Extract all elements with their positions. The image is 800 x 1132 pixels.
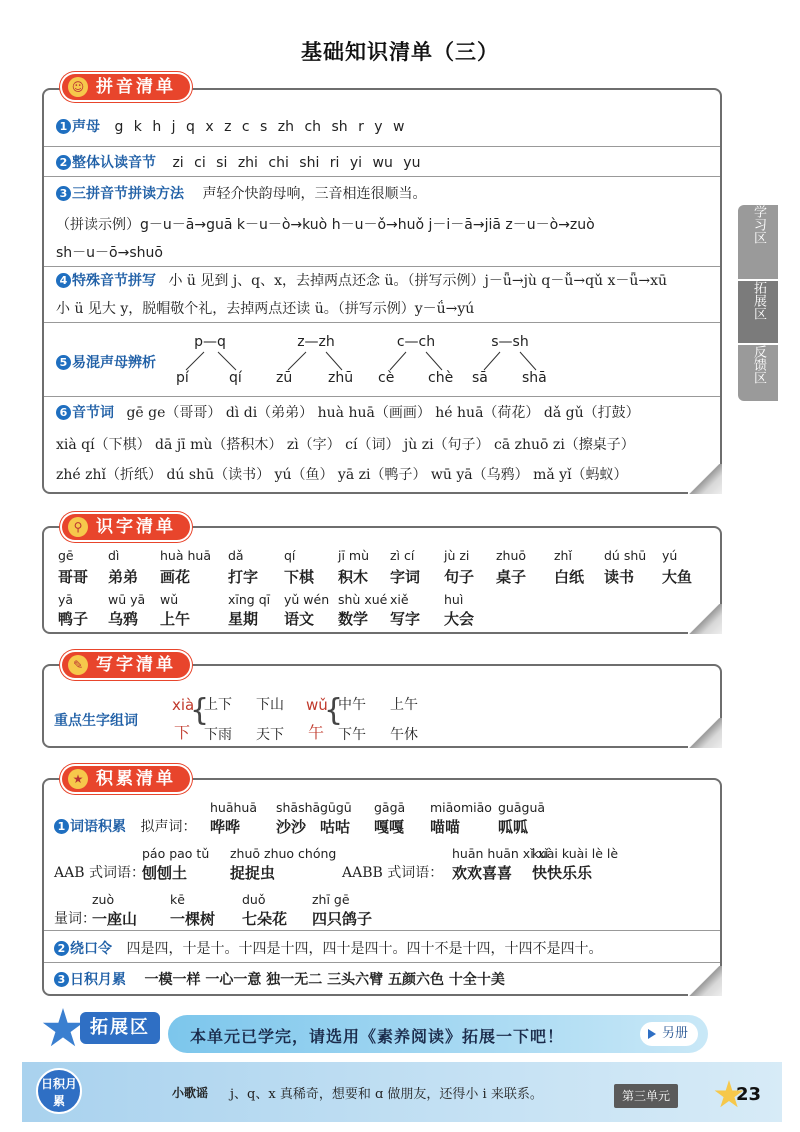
syllable-words: 6 音节词 gē ge（哥哥） dì di（弟弟） huà huā（画画） hé huā（荷花） dǎ gǔ（打鼓） [56,402,640,422]
magnifier-icon: ⚲ [68,517,88,537]
hanzi-word: 一座山 [92,910,138,928]
pinyin-annotation: gūgū [320,800,352,815]
hanzi-word: 数学 [338,610,369,628]
hanzi-word: 欢欢喜喜 [452,864,513,882]
extend-banner: 本单元已学完，请选用《素养阅读》拓展一下吧！ 另册 [168,1015,708,1053]
pinyin-annotation: huān huān xǐ xǐ [452,846,549,861]
play-icon [648,1029,656,1039]
whole-syllables-line: 2 整体认读音节 zi ci si zhi chi shi ri yi wu yu [56,152,420,172]
pinyin-annotation: zì cí [390,548,415,563]
hanzi-word: 画花 [160,568,191,586]
pinyin-annotation: yǔ wén [284,592,330,607]
pinyin-annotation: kuài kuài lè lè [532,846,619,861]
hanzi-word: 七朵花 [242,910,288,928]
initials-line: 1 声母 g k h j q x z c s zh ch sh r y w [56,116,404,136]
page-number: 23 [736,1084,762,1105]
hanzi-word: 咕咕 [320,818,351,836]
pinyin-annotation: kē [170,892,185,907]
xiezi-card: 重点生字组词 xià 下 { 上下 下山 下雨 天下 wǔ 午 { 中午 上午 下午 午休 [42,664,722,748]
hanzi-word: 打字 [228,568,259,586]
hanzi-word: 积木 [338,568,369,586]
pinyin-annotation: dú shū [604,548,647,563]
hanzi-word: 乌鸦 [108,610,139,628]
pinyin-annotation: zuò [92,892,115,907]
tag-shizi: ⚲ 识字清单 [62,514,190,540]
pinyin-annotation: jù zi [444,548,470,563]
mascot-star-icon [42,1008,84,1050]
hanzi-word: 嘎嘎 [374,818,405,836]
hanzi-word: 哗哗 [210,818,241,836]
confusable-initials: 5 易混声母辨析 [56,352,156,372]
pinyin-annotation: xīng qī [228,592,271,607]
pinyin-annotation: dì [108,548,120,563]
pinyin-annotation: gāgā [374,800,406,815]
hanzi-word: 呱呱 [498,818,529,836]
hanzi-word: 下棋 [284,568,315,586]
star-icon: ★ [68,769,88,789]
hanzi-word: 喵喵 [430,818,461,836]
extend-badge[interactable]: 拓展区 [42,1006,172,1050]
hanzi-word: 快快乐乐 [532,864,593,882]
hanzi-word: 写字 [390,610,421,628]
hanzi-word: 哥哥 [58,568,89,586]
hanzi-word: 字词 [390,568,421,586]
pinyin-card: 1 声母 g k h j q x z c s zh ch sh r y w 2 整体认读音节 zi ci si zhi chi shi ri yi wu yu 3 三拼音节拼读方法 声轻介快韵母响，三音相连很顺当。 （拼读示例）g－u－ā→guā k－u－ò→kuò h－u－ǒ→huǒ j－i－ā→jiā z－u－ò→zuò sh－u－ō→shuō 4 特殊音节拼写 小 ü 见到 j、q、x，去掉两点还念 ü。（拼写示例）j－ǖ→jù q－ǚ→qǔ x－ǖ→xū 小 ü 见大 y，脱帽敬个礼，去掉两点还读 ü。（拼写示例）y－ǘ→yú 5 易混声母辨析 p—q pí qí z—zh zū zhū c—ch cè chè s—sh sā shā 6 音节词 gē ge（哥哥） dì di（弟弟） huà huā（画画） hé huā（荷花） dǎ gǔ（打鼓） xià qí（下棋） dā jī mù（搭积木） zì（字） cí（词） jù zi（句子） cā zhuō zi（擦桌子） zhé zhǐ（折纸） dú shū（读书） yú（鱼） yā zi（鸭子） wū yā（乌鸦） mǎ yǐ（蚂蚁） [42,88,722,494]
hanzi-word: 大鱼 [662,568,693,586]
extra-book-button[interactable]: 另册 [640,1022,698,1046]
pinyin-annotation: huāhuā [210,800,258,815]
side-tab-extend[interactable]: 拓展区 [738,281,778,343]
side-tab-feedback[interactable]: 反馈区 [738,345,778,401]
pinyin-annotation: zhī gē [312,892,350,907]
confusable-lines [44,90,724,490]
pinyin-annotation: xiě [390,592,409,607]
hanzi-word: 一棵树 [170,910,216,928]
pinyin-annotation: huì [444,592,464,607]
pinyin-annotation: wū yā [108,592,146,607]
hanzi-word: 句子 [444,568,475,586]
pinyin-annotation: zhuō [496,548,527,563]
footer-bar: 日积月累 小歌谣 j、q、x 真稀奇，想要和 ɑ 做朋友，还得小 i 来联系。 第三单元 23 [22,1062,782,1122]
hanzi-word: 刨刨土 [142,864,188,882]
tag-xiezi: ✎ 写字清单 [62,652,190,678]
pinyin-annotation: shāshā [276,800,321,815]
special-spelling: 4 特殊音节拼写 小 ü 见到 j、q、x，去掉两点还念 ü。（拼写示例）j－ǖ→jù q－ǚ→qǔ x－ǖ→xū [56,270,667,290]
pinyin-annotation: huà huā [160,548,211,563]
tongue-twister: 2 绕口令 四是四，十是十。十四是十四，四十是四十。四十不是十四，十四不是四十。 [54,938,602,958]
pinyin-annotation: miāomiāo [430,800,492,815]
pinyin-annotation: zhuō zhuo chóng [230,846,337,861]
hanzi-word: 大会 [444,610,475,628]
pinyin-annotation: páo pao tǔ [142,846,210,861]
pinyin-annotation: duǒ [242,892,266,907]
tag-jilei: ★ 积累清单 [62,766,190,792]
pinyin-annotation: yú [662,548,678,563]
hanzi-word: 弟弟 [108,568,139,586]
hanzi-word: 语文 [284,610,315,628]
side-tab-learn[interactable]: 学习区 [738,205,778,279]
daily-accumulation: 3 日积月累 一模一样 一心一意 独一无二 三头六臂 五颜六色 十全十美 [54,969,505,989]
jilei-card: 1 词语积累 拟声词： huāhuā 哗哗 shāshā 沙沙 gūgū 咕咕 gāgā 嘎嘎 miāomiāo 喵喵 guāguā 呱呱 AAB 式词语： páo pao tǔ 刨刨土 zhuō zhuo chóng 捉捉虫 AABB 式词语： huān huān xǐ xǐ 欢欢喜喜 kuài kuài lè lè 快快乐乐 量词： zuò 一座山 kē 一棵树 duǒ 七朵花 zhī gē 四只鸽子 2 绕口令 四是四，十是十。十四是十四，四十是四十。四十不是十四，十四不是四十。 3 日积月累 一模一样 一心一意 独一无二 三头六臂 五颜六色 十全十美 [42,778,722,996]
robot-icon: ☺ [68,77,88,97]
pinyin-annotation: yā [58,592,74,607]
hanzi-word: 鸭子 [58,610,89,628]
pinyin-annotation: jī mù [338,548,370,563]
words-accumulation: 1 词语积累 拟声词： [54,816,196,836]
pencil-icon: ✎ [68,655,88,675]
three-part-method: 3 三拼音节拼读方法 声轻介快韵母响，三音相连很顺当。 [56,183,426,203]
daily-badge: 日积月累 [36,1068,82,1114]
hanzi-word: 四只鸽子 [312,910,373,928]
hanzi-word: 桌子 [496,568,527,586]
hanzi-word: 上午 [160,610,191,628]
pinyin-annotation: gē [58,548,74,563]
hanzi-word: 白纸 [554,568,585,586]
shizi-card [42,526,722,634]
pinyin-annotation: wǔ [160,592,179,607]
tag-pinyin: ☺ 拼音清单 [62,74,190,100]
page-title: 基础知识清单（三） [301,40,499,64]
hanzi-word: 捉捉虫 [230,864,276,882]
pinyin-annotation: guāguā [498,800,546,815]
hanzi-word: 星期 [228,610,259,628]
pinyin-annotation: zhǐ [554,548,572,563]
pinyin-annotation: dǎ [228,548,244,563]
hanzi-word: 读书 [604,568,635,586]
pinyin-annotation: shù xué [338,592,388,607]
pinyin-annotation: qí [284,548,296,563]
hanzi-word: 沙沙 [276,818,307,836]
